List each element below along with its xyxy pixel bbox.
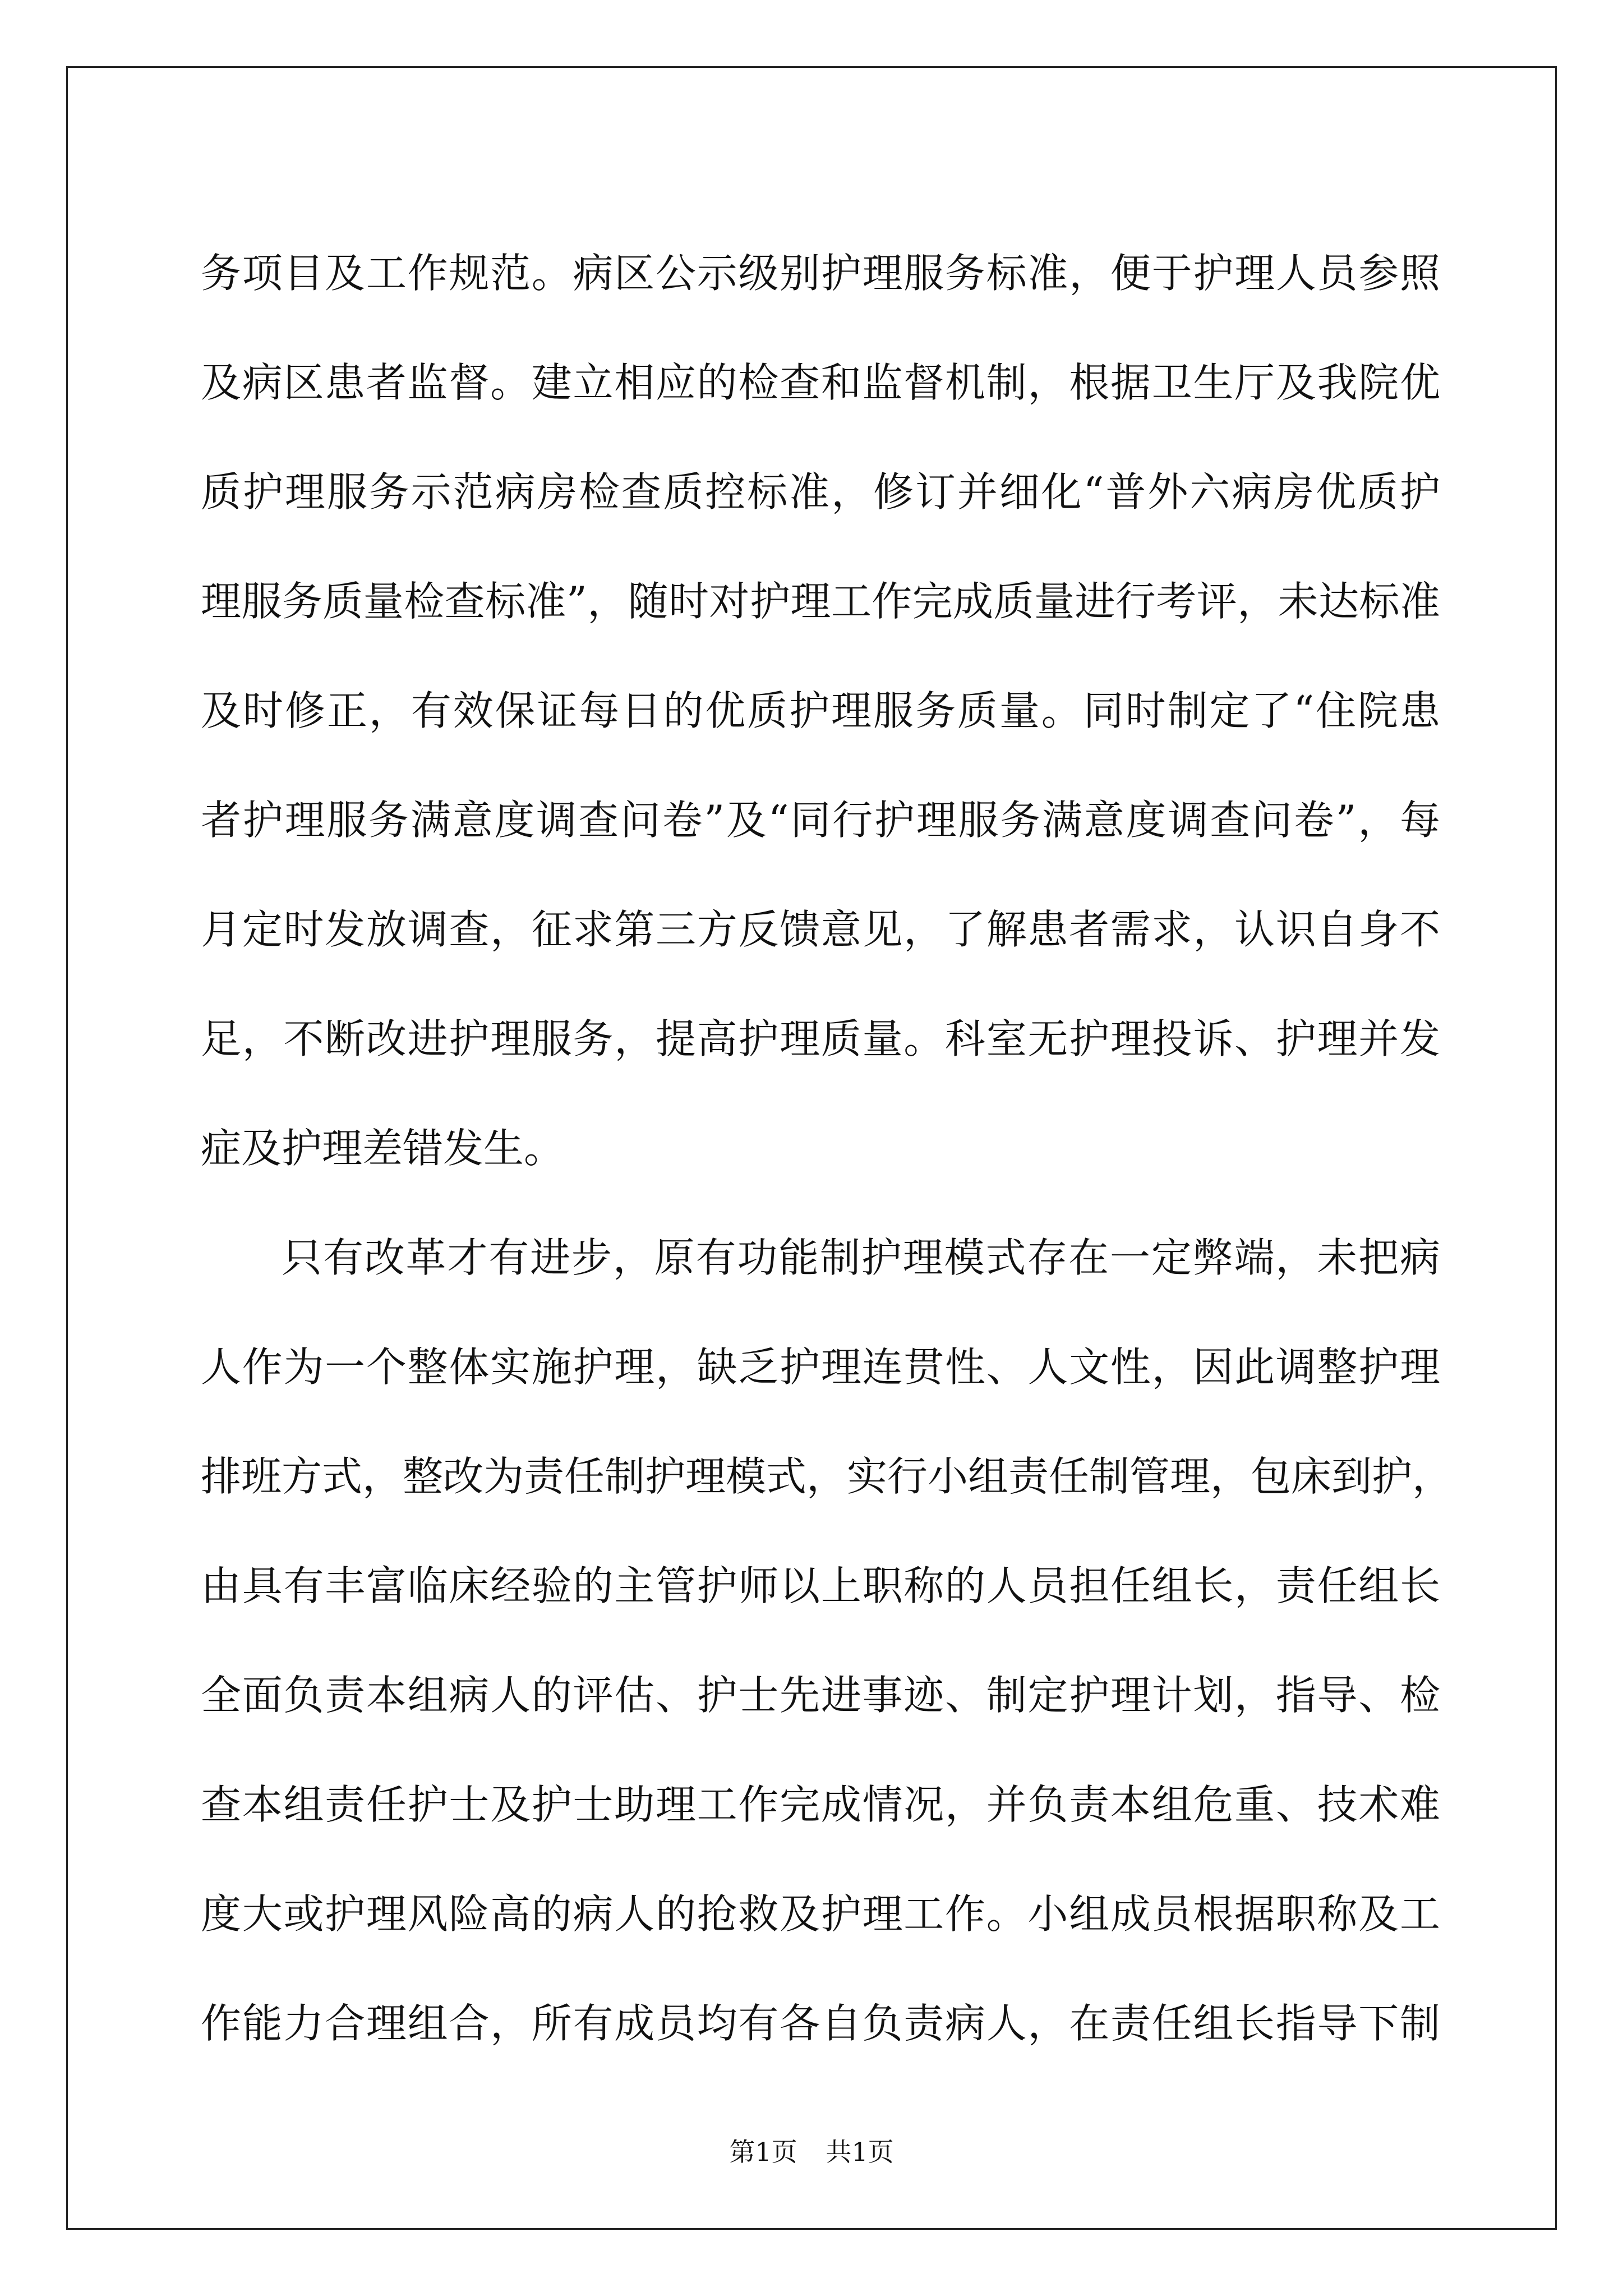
paragraph-1: [201, 219, 1440, 1203]
text-line: 全面负责本组病人的评估、护士先进事迹、制定护理计划，指导、检: [201, 1672, 1440, 1719]
body-text: [201, 219, 1453, 2078]
paragraph-2: [201, 1203, 1453, 2078]
text-line: 查本组责任护士及护士助理工作完成情况，并负责本组危重、技术难: [201, 1781, 1440, 1828]
text-line: 足，不断改进护理服务，提高护理质量。科室无护理投诉、护理并发: [201, 1015, 1440, 1062]
text-line: 质护理服务示范病房检查质控标准，修订并细化“普外六病房优质护: [201, 468, 1440, 516]
page-footer: [0, 2132, 1623, 2169]
page-number-total: 共1页: [826, 2137, 894, 2167]
text-line: 由具有丰富临床经验的主管护师以上职称的人员担任组长，责任组长: [201, 1562, 1440, 1609]
text-line: 作能力合理组合，所有成员均有各自负责病人，在责任组长指导下制: [201, 2000, 1440, 2047]
text-line: 月定时发放调查，征求第三方反馈意见，了解患者需求，认识自身不: [201, 906, 1440, 953]
text-line: 及时修正，有效保证每日的优质护理服务质量。同时制定了“住院患: [201, 687, 1440, 734]
text-line: 者护理服务满意度调查问卷”及“同行护理服务满意度调查问卷”，每: [201, 797, 1440, 844]
text-line: 症及护理差错发生。: [201, 1125, 565, 1172]
page-number-current: 第1页: [729, 2137, 797, 2167]
text-line: 人作为一个整体实施护理，缺乏护理连贯性、人文性，因此调整护理: [201, 1343, 1440, 1391]
text-line: 排班方式，整改为责任制护理模式，实行小组责任制管理，包床到护，: [201, 1453, 1453, 1500]
text-line: 理服务质量检查标准”，随时对护理工作完成质量进行考评，未达标准: [201, 578, 1440, 625]
text-line: 度大或护理风险高的病人的抢救及护理工作。小组成员根据职称及工: [201, 1890, 1440, 1938]
text-line: 只有改革才有进步，原有功能制护理模式存在一定弊端，未把病: [282, 1234, 1440, 1281]
text-line: 及病区患者监督。建立相应的检查和监督机制，根据卫生厅及我院优: [201, 359, 1440, 406]
text-line: 务项目及工作规范。病区公示级别护理服务标准，便于护理人员参照: [201, 250, 1440, 297]
